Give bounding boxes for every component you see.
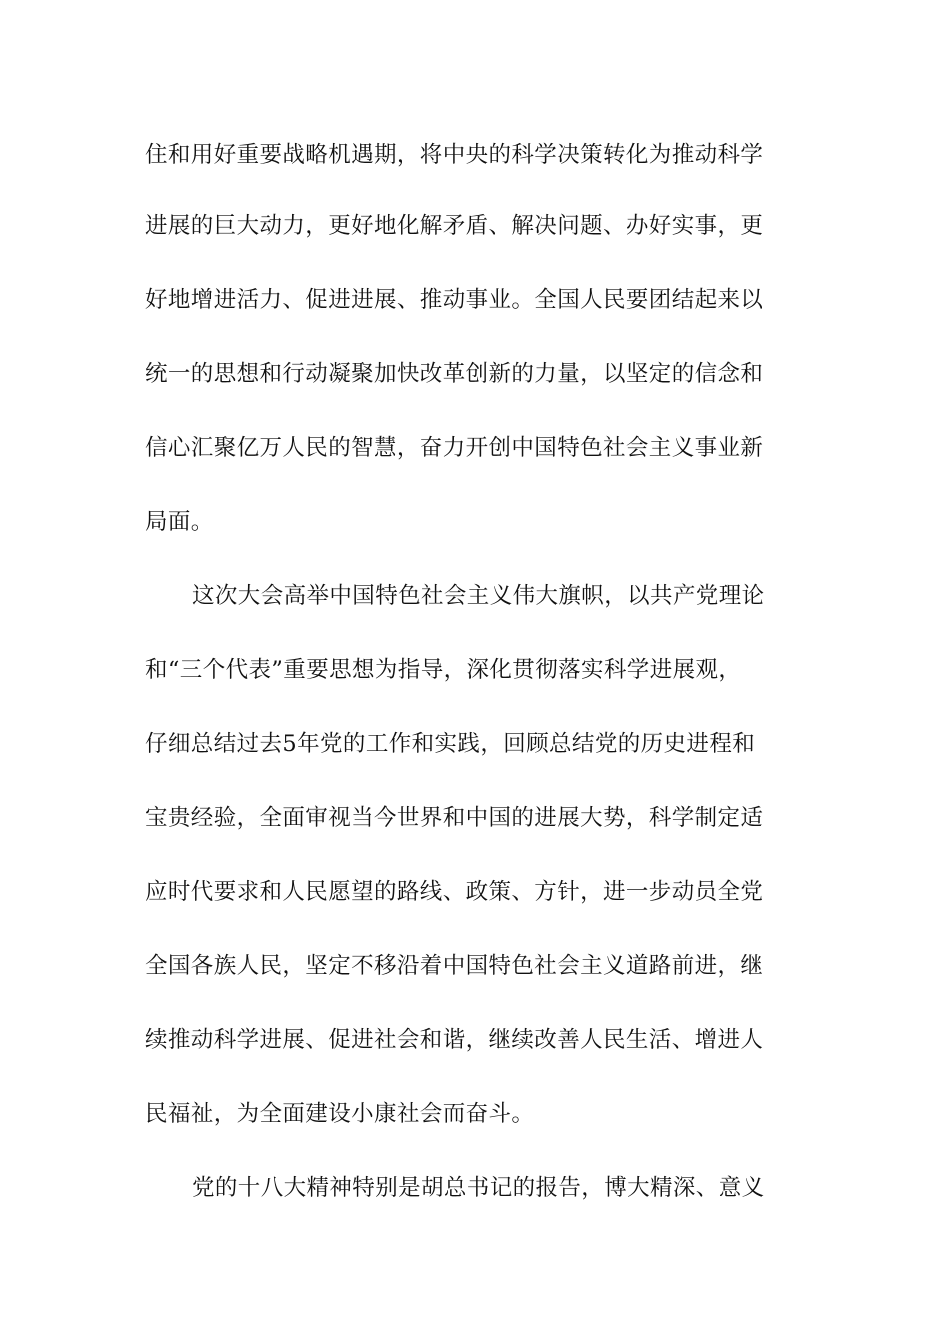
text-line: 应时代要求和人民愿望的路线、政策、方针，进一步动员全党 <box>145 879 764 905</box>
text-line: 宝贵经验，全面审视当今世界和中国的进展大势，科学制定适 <box>145 805 764 831</box>
text-line: 民福祉，为全面建设小康社会而奋斗。 <box>145 1101 535 1127</box>
text-line: 统一的思想和行动凝聚加快改革创新的力量，以坚定的信念和 <box>145 361 764 387</box>
text-line: 好地增进活力、促进进展、推动事业。全国人民要团结起来以 <box>145 287 764 313</box>
text-line: 信心汇聚亿万人民的智慧，奋力开创中国特色社会主义事业新 <box>145 435 764 461</box>
text-line: 全国各族人民，坚定不移沿着中国特色社会主义道路前进，继 <box>145 953 764 979</box>
paragraph-first-line: 这次大会高举中国特色社会主义伟大旗帜，以共产党理论 <box>192 583 765 609</box>
text-line: 仔细总结过去5年党的工作和实践，回顾总结党的历史进程和 <box>145 731 756 757</box>
text-line: 住和用好重要战略机遇期，将中央的科学决策转化为推动科学 <box>145 142 764 168</box>
text-line: 和“三个代表”重要思想为指导，深化贯彻落实科学进展观， <box>145 657 742 683</box>
text-line: 续推动科学进展、促进社会和谐，继续改善人民生活、增进人 <box>145 1027 764 1053</box>
paragraph-first-line: 党的十八大精神特别是胡总书记的报告，博大精深、意义 <box>192 1175 765 1201</box>
text-line: 进展的巨大动力，更好地化解矛盾、解决问题、办好实事，更 <box>145 213 764 239</box>
text-line: 局面。 <box>145 509 214 535</box>
